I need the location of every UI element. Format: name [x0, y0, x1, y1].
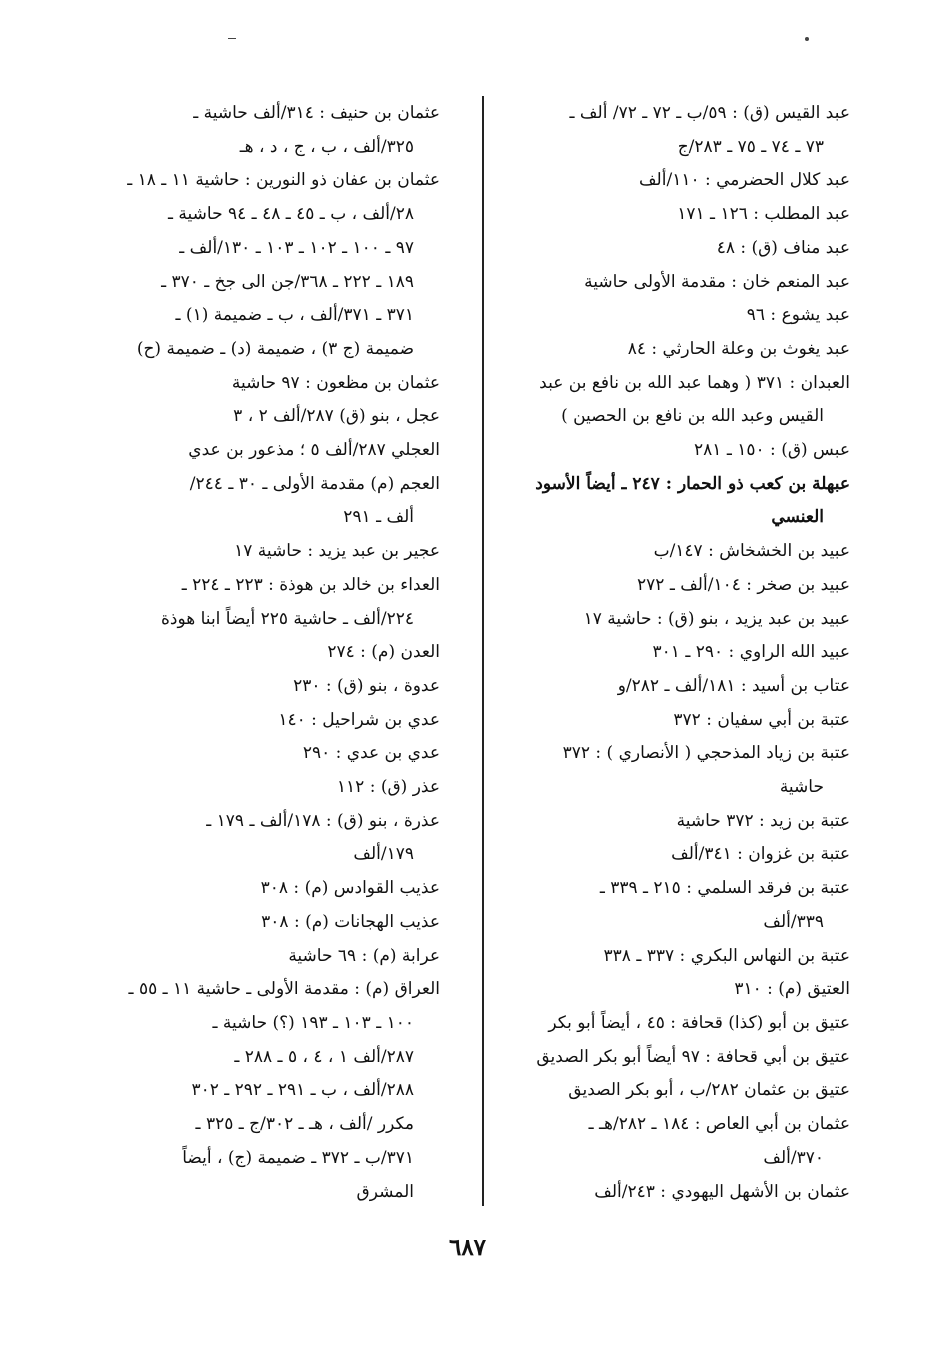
entry-continuation-line: ٩٧ ـ ١٠٠ ـ ١٠٢ ـ ١٠٣ ـ ١٣٠/ألف ـ [179, 237, 414, 258]
entry-line: عذيب القوادس (م) : ٣٠٨ [260, 878, 440, 899]
index-entry [520, 97, 850, 164]
index-column-right [520, 97, 850, 1209]
entry-line: عدي بن عدي : ٢٩٠ [302, 743, 440, 764]
entry-line: عبد المنعم خان : مقدمة الأولى حاشية [584, 271, 850, 292]
entry-line: عتاب بن أسيد : ١٨١/ألف ـ ٢٨٢/و [617, 675, 850, 696]
entry-line: عبد مناف (ق) : ٤٨ [716, 237, 850, 258]
index-entry [520, 940, 850, 974]
entry-line: العبدان : ٣٧١ ( وهما عبد الله بن نافع بن عبد [539, 372, 850, 393]
entry-continuation-line: مكرر /ألف ، هـ ـ ٣٠٢/ج ـ ٣٢٥ ـ [195, 1114, 414, 1135]
entry-line: عبيد بن الخشخاش : ١٤٧/ب [653, 541, 850, 562]
index-entry [100, 940, 440, 974]
index-entry [520, 704, 850, 738]
entry-line: عتبة بن غزوان : ٣٤١/ألف [671, 844, 850, 865]
entry-line: عدوة ، بنو (ق) : ٢٣٠ [293, 675, 440, 696]
entry-continuation-line: ٧٣ ـ ٧٤ ـ ٧٥ ـ ٢٨٣/ج [677, 136, 824, 157]
entry-line: عبد يشوع : ٩٦ [746, 305, 850, 326]
entry-line: عثمان بن الأشهل اليهودي : ٢٤٣/ألف [594, 1181, 850, 1202]
entry-line: عبد كلال الحضرمي : ١١٠/ألف [638, 170, 850, 191]
column-divider [482, 96, 484, 1206]
entry-line: عبيد الله الراوي : ٢٩٠ ـ ٣٠١ [652, 642, 850, 663]
entry-line: عتبة بن فرقد السلمي : ٢١٥ ـ ٣٣٩ ـ [599, 878, 850, 899]
entry-line: عتبة بن أبي سفيان : ٣٧٢ [673, 709, 850, 730]
index-entry [520, 973, 850, 1007]
entry-line: عذيب الهجانات (م) : ٣٠٨ [261, 911, 440, 932]
index-entry [100, 367, 440, 401]
index-entry [100, 737, 440, 771]
entry-line: عثمان بن مظعون : ٩٧ حاشية [231, 372, 440, 393]
entry-line: عبد المطلب : ١٢٦ ـ ١٧١ [677, 204, 850, 225]
index-entry [100, 704, 440, 738]
entry-line: العجم (م) مقدمة الأولى ـ ٣٠ ـ ٢٤٤/ [189, 473, 440, 494]
index-entry [100, 771, 440, 805]
entry-line: عدي بن شراحيل : ١٤٠ [278, 709, 440, 730]
index-entry [100, 872, 440, 906]
entry-line: عبيد بن عبد يزيد ، بنو (ق) : حاشية ١٧ [583, 608, 850, 629]
index-entry [520, 434, 850, 468]
index-entry [520, 805, 850, 839]
entry-line: عبد يغوث بن وعلة الحارثي : ٨٤ [627, 338, 850, 359]
index-entry [100, 164, 440, 366]
entry-line: عتبة بن النهاس البكري : ٣٣٧ ـ ٣٣٨ [603, 945, 850, 966]
page-number: ٦٨٧ [448, 1234, 487, 1261]
entry-line: عتيق بن عثمان ٢٨٢/ب ، أبو بكر الصديق [568, 1080, 850, 1101]
entry-line: عجل ، بنو (ق) ٢٨٧/ألف ٢ ، ٣ [233, 406, 440, 427]
index-entry [520, 872, 850, 939]
entry-line: العتيق (م) : ٣١٠ [734, 979, 850, 1000]
entry-line: عبس (ق) : ١٥٠ ـ ٢٨١ [694, 440, 850, 461]
entry-continuation-line: ٢٨/ألف ، ب ـ ٤٥ ـ ٤٨ ـ ٩٤ حاشية ـ [168, 204, 414, 225]
index-entry [520, 468, 850, 535]
entry-continuation-line: المشرق [356, 1181, 414, 1202]
index-entry [100, 805, 440, 872]
entry-line: عتبة بن زياد المذحجي ( الأنصاري ) : ٣٧٢ [562, 743, 850, 764]
entry-continuation-line: العنسي [771, 507, 824, 528]
entry-continuation-line: ألف ـ ٢٩١ [343, 507, 414, 528]
entry-line: عرابة (م) : ٦٩ حاشية [288, 945, 440, 966]
index-entry [100, 670, 440, 704]
entry-line: العدن (م) : ٢٧٤ [327, 642, 440, 663]
index-entry [520, 535, 850, 569]
entry-continuation-line: ٣٧١/ب ـ ٣٧٢ ـ ضميمة (ج) ، أيضاً [182, 1147, 414, 1168]
entry-line: عذرة ، بنو (ق) : ١٧٨/ألف ـ ١٧٩ ـ [206, 810, 440, 831]
index-entry [100, 636, 440, 670]
index-entry [520, 198, 850, 232]
entry-continuation-line: حاشية [779, 777, 824, 798]
entry-continuation-line: ٢٨٧/ألف ١ ، ٤ ، ٥ ـ ٢٨٨ ـ [234, 1046, 414, 1067]
entry-continuation-line: ضميمة (ج ٣) ، ضميمة (د) ـ ضميمة (ح) [136, 338, 414, 359]
entry-line: العراق (م) : مقدمة الأولى ـ حاشية ١١ ـ ٥٥ ـ [128, 979, 440, 1000]
entry-continuation-line: القيس وعبد الله بن نافع بن الحصين ) [561, 406, 824, 427]
entry-line: عتيق بن أبو (كذا) قحافة : ٤٥ ، أيضاً أبو بكر [548, 1012, 850, 1033]
entry-line: عذر (ق) : ١١٢ [336, 777, 440, 798]
index-entry [520, 333, 850, 367]
entry-continuation-line: ٣٧٠/ألف [763, 1147, 824, 1168]
index-entry [520, 266, 850, 300]
entry-line: عبيد بن صخر : ١٠٤/ألف ـ ٢٧٢ [637, 574, 850, 595]
entry-line: عجير بن عبد يزيد : حاشية ١٧ [234, 541, 440, 562]
entry-continuation-line: ١٨٩ ـ ٢٢٢ ـ ٣٦٨/جن الى جخ ـ ٣٧٠ ـ [161, 271, 414, 292]
entry-line: العداء بن خالد بن هوذة : ٢٢٣ ـ ٢٢٤ ـ [181, 574, 440, 595]
entry-line: العجلي ٢٨٧/ألف ٥ ؛ مذعور بن عدي [188, 440, 440, 461]
index-entry [520, 232, 850, 266]
entry-continuation-line: ١٠٠ ـ ١٠٣ ـ ١٩٣ (؟) حاشية ـ [212, 1012, 414, 1033]
index-entry [520, 1041, 850, 1075]
index-entry [520, 1176, 850, 1210]
index-entry [520, 164, 850, 198]
index-entry [520, 299, 850, 333]
entry-line: عبهلة بن كعب ذو الحمار : ٢٤٧ ـ أيضاً الأسود [535, 473, 850, 494]
index-entry [100, 434, 440, 468]
entry-line: عثمان بن عفان ذو النورين : حاشية ١١ ـ ١٨ ـ [127, 170, 440, 191]
entry-continuation-line: ٣٢٥/ألف ، ب ، ج ، د ، هـ [239, 136, 414, 157]
index-entry [520, 367, 850, 434]
entry-line: عثمان بن حنيف : ٣١٤/ألف حاشية ـ [193, 103, 440, 123]
index-entry [100, 569, 440, 636]
index-entry [520, 603, 850, 637]
entry-line: عتيق بن أبي قحافة : ٩٧ أيضاً أبو بكر الصديق [536, 1046, 850, 1067]
index-column-left [100, 97, 440, 1209]
index-entry [520, 1108, 850, 1175]
index-entry [100, 535, 440, 569]
entry-continuation-line: ١٧٩/ألف [353, 844, 414, 865]
entry-continuation-line: ٣٣٩/ألف [763, 911, 824, 932]
index-entry [520, 569, 850, 603]
index-entry [520, 1074, 850, 1108]
index-entry [100, 97, 440, 164]
index-entry [520, 1007, 850, 1041]
entry-continuation-line: ٣٧١ ـ ٣٧١/ألف ، ب ـ ضميمة (١) ـ [175, 305, 414, 326]
index-entry [100, 973, 440, 1209]
index-entry [100, 906, 440, 940]
entry-line: عثمان بن أبي العاص : ١٨٤ ـ ٢٨٢/هـ ـ [588, 1114, 850, 1135]
index-entry [520, 636, 850, 670]
entry-line: عبد القيس (ق) : ٥٩/ب ـ ٧٢ ـ ٧٢/ ألف ـ [569, 103, 850, 123]
index-entry [520, 670, 850, 704]
entry-line: عتبة بن زيد : ٣٧٢ حاشية [676, 810, 850, 831]
index-entry [100, 468, 440, 535]
ink-speck [805, 37, 809, 41]
index-entry [520, 737, 850, 804]
entry-continuation-line: ٢٨٨/ألف ، ب ـ ٢٩١ ـ ٢٩٢ ـ ٣٠٢ [191, 1080, 414, 1101]
index-entry [520, 838, 850, 872]
ink-speck [228, 38, 236, 39]
index-entry [100, 400, 440, 434]
entry-continuation-line: ٢٢٤/ألف ـ حاشية ٢٢٥ أيضاً ابنا هوذة [161, 608, 414, 629]
